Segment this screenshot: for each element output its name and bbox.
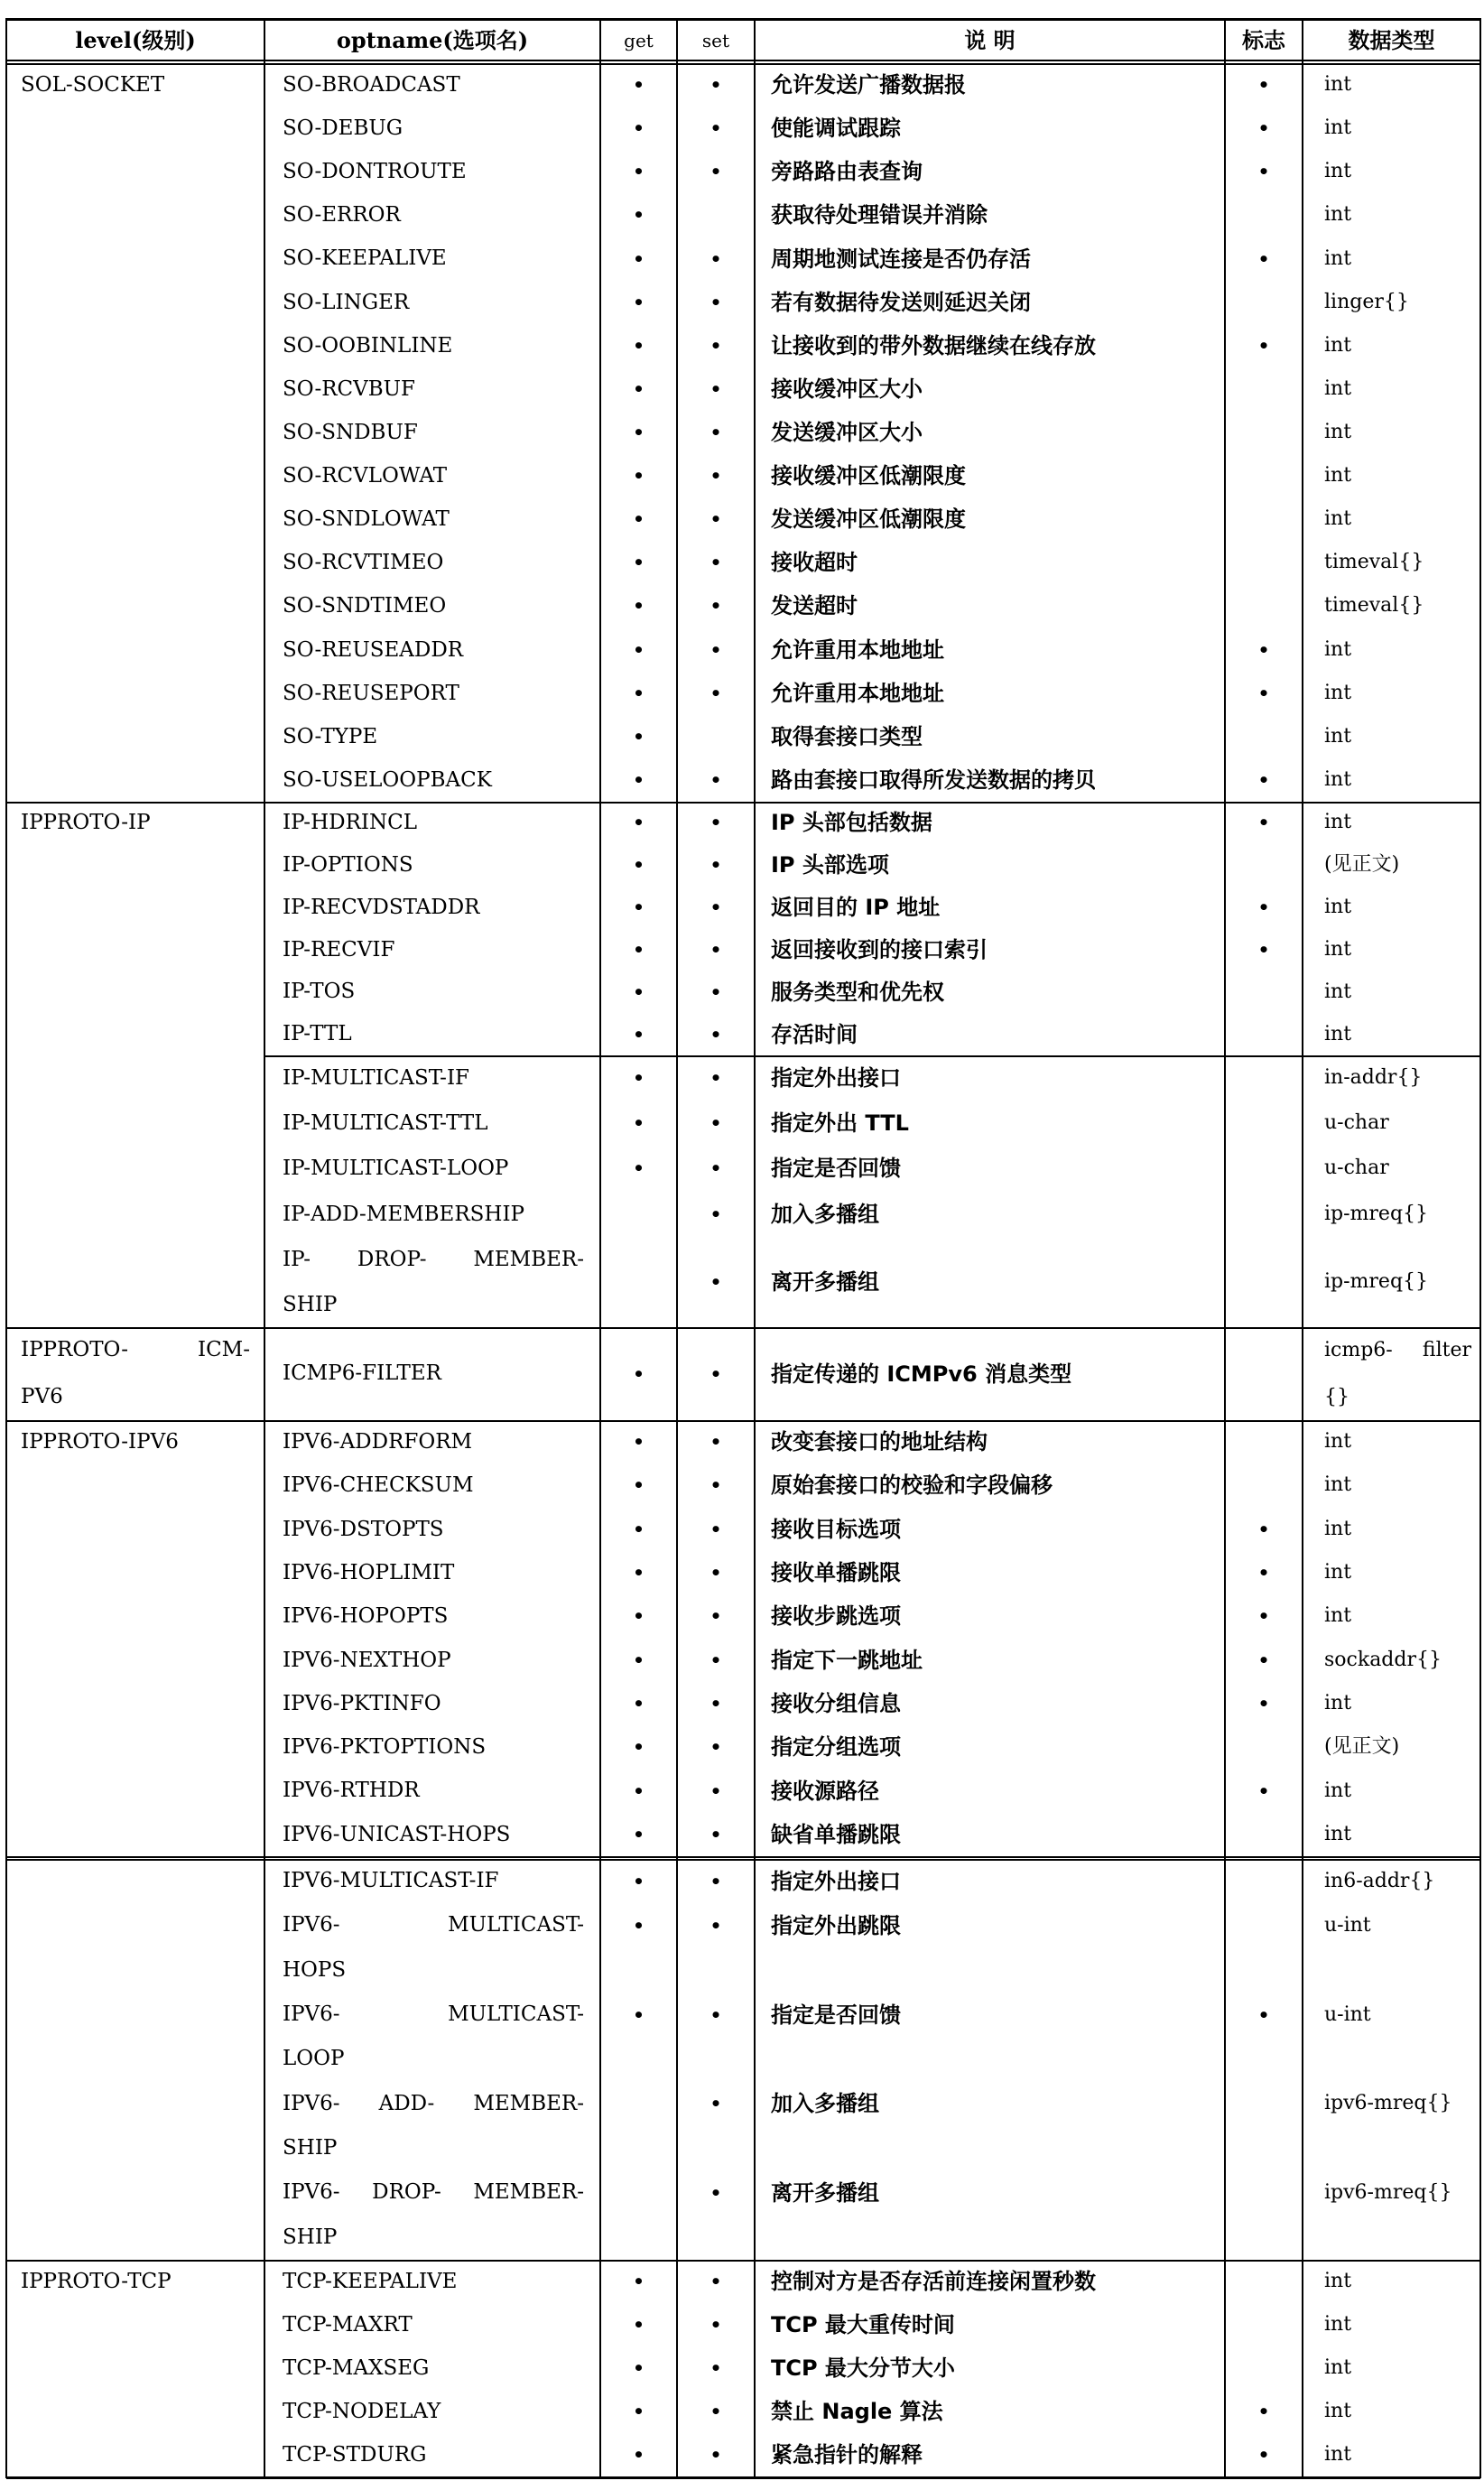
description-cell: 取得套接口类型 <box>771 723 923 749</box>
optname-cell: SO-KEEPALIVE <box>283 246 447 271</box>
optname-cell: TCP-MAXSEG <box>283 2356 430 2380</box>
set-bullet: • <box>710 465 722 488</box>
get-bullet: • <box>633 2314 645 2336</box>
datatype-cell: int <box>1324 1822 1352 1845</box>
set-bullet: • <box>710 1518 722 1540</box>
flag-bullet: • <box>1257 638 1270 661</box>
description-cell: 离开多播组 <box>771 1268 879 1295</box>
get-bullet: • <box>633 768 645 791</box>
level-label-line: IPPROTO- ICM- <box>21 1338 250 1361</box>
header-get: get <box>624 30 654 51</box>
optname-cell: IP-RECVIF <box>283 937 395 962</box>
optname-cell: SO-SNDTIMEO <box>283 594 447 618</box>
datatype-cell: int <box>1324 2356 1352 2379</box>
optname-cell: IPV6-DSTOPTS <box>283 1517 444 1541</box>
description-cell: 指定外出接口 <box>771 1065 901 1092</box>
set-bullet: • <box>710 2181 722 2204</box>
get-bullet: • <box>633 1692 645 1714</box>
level-label: IPPROTO-IPV6 <box>21 1430 179 1454</box>
description-cell: 接收源路径 <box>771 1778 879 1804</box>
datatype-cell: int <box>1324 724 1352 748</box>
header-level: level(级别) <box>75 27 196 53</box>
description-cell: 允许重用本地地址 <box>771 636 944 663</box>
header-description: 说 明 <box>964 27 1016 53</box>
description-cell: 紧急指针的解释 <box>771 2442 923 2467</box>
get-bullet: • <box>633 2271 645 2292</box>
get-bullet: • <box>633 334 645 357</box>
description-cell: IP 头部包括数据 <box>771 810 932 836</box>
description-cell: 让接收到的带外数据继续在线存放 <box>771 332 1096 358</box>
optname-cell: TCP-STDURG <box>283 2443 427 2467</box>
set-bullet: • <box>710 2401 722 2422</box>
set-bullet: • <box>710 854 722 877</box>
datatype-cell: int <box>1324 246 1352 270</box>
get-bullet: • <box>633 897 645 919</box>
optname-cell: IP-MULTICAST-LOOP <box>283 1157 509 1181</box>
set-bullet: • <box>710 812 722 834</box>
optname-line: IPV6- DROP- MEMBER- <box>283 2180 584 2205</box>
datatype-cell: int <box>1324 507 1352 531</box>
datatype-line: {} <box>1324 1385 1350 1408</box>
set-bullet: • <box>710 508 722 531</box>
optname-cell: SO-SNDBUF <box>283 420 418 444</box>
datatype-cell: int <box>1324 937 1352 961</box>
datatype-cell: int <box>1324 1604 1352 1628</box>
optname-line: IPV6- MULTICAST- <box>283 2002 584 2026</box>
optname-cell: ICMP6-FILTER <box>283 1361 442 1385</box>
set-bullet: • <box>710 1562 722 1584</box>
get-bullet: • <box>633 1914 645 1937</box>
datatype-cell <box>1303 1327 1480 1420</box>
optname-cell: SO-REUSEADDR <box>283 637 464 662</box>
optname-line: SHIP <box>283 2135 338 2160</box>
optname-cell: IPV6-HOPLIMIT <box>283 1560 455 1584</box>
set-bullet: • <box>710 247 722 270</box>
set-bullet: • <box>710 291 722 313</box>
get-bullet: • <box>633 725 645 748</box>
description-cell: 指定是否回馈 <box>771 2002 901 2028</box>
description-cell: 服务类型和优先权 <box>771 979 944 1005</box>
optname-line: IP- DROP- MEMBER- <box>283 1247 584 1271</box>
optname-cell: SO-RCVTIMEO <box>283 551 444 575</box>
flag-bullet: • <box>1257 1649 1270 1671</box>
optname-line: HOPS <box>283 1957 347 1982</box>
optname-cell: IP-TOS <box>283 980 356 1004</box>
datatype-cell: (见正文) <box>1324 1735 1400 1759</box>
get-bullet: • <box>633 2003 645 2026</box>
set-bullet: • <box>710 1823 722 1845</box>
description-cell: 返回接收到的接口索引 <box>771 936 988 962</box>
set-bullet: • <box>710 1203 722 1225</box>
get-bullet: • <box>633 1431 645 1454</box>
datatype-line: icmp6- filter <box>1324 1339 1471 1361</box>
datatype-cell: int <box>1324 2443 1352 2466</box>
set-bullet: • <box>710 1605 722 1628</box>
get-bullet: • <box>633 161 645 183</box>
get-bullet: • <box>633 1649 645 1671</box>
get-bullet: • <box>633 508 645 531</box>
optname-cell: IPV6-NEXTHOP <box>283 1648 451 1672</box>
optname-cell: IPV6-PKTINFO <box>283 1691 441 1715</box>
optname-cell: SO-RCVLOWAT <box>283 464 448 488</box>
optname-cell: SO-BROADCAST <box>283 73 460 97</box>
datatype-cell: int <box>1324 637 1352 661</box>
level-label: IPPROTO-IP <box>21 811 151 834</box>
flag-bullet: • <box>1257 2444 1270 2466</box>
get-bullet: • <box>633 1518 645 1540</box>
row-divider <box>6 1859 1480 1861</box>
description-cell: 接收步跳选项 <box>771 1603 901 1630</box>
get-bullet: • <box>633 980 645 1003</box>
description-cell: 接收缓冲区大小 <box>771 376 923 402</box>
optname-cell: IP-MULTICAST-IF <box>283 1066 469 1090</box>
optname-cell: IPV6-MULTICAST-IF <box>283 1869 499 1892</box>
optname-cell: SO-RCVBUF <box>283 376 415 401</box>
datatype-cell: int <box>1324 464 1352 488</box>
set-bullet: • <box>710 2314 722 2336</box>
datatype-cell: int <box>1324 1561 1352 1584</box>
get-bullet: • <box>633 1736 645 1759</box>
description-cell: 原始套接口的校验和字段偏移 <box>771 1473 1053 1499</box>
optname-line: IPV6- ADD- MEMBER- <box>283 2091 584 2115</box>
datatype-cell: int <box>1324 681 1352 704</box>
get-bullet: • <box>633 854 645 877</box>
datatype-cell: int <box>1324 73 1352 97</box>
set-bullet: • <box>710 1431 722 1454</box>
level-label-line: PV6 <box>21 1384 63 1408</box>
optname-line: LOOP <box>283 2047 345 2071</box>
datatype-cell: ip-mreq{} <box>1324 1269 1429 1293</box>
optname-cell: TCP-KEEPALIVE <box>283 2270 458 2293</box>
description-cell: 指定是否回馈 <box>771 1156 901 1182</box>
get-bullet: • <box>633 1779 645 1802</box>
datatype-cell: ip-mreq{} <box>1324 1202 1429 1225</box>
get-bullet: • <box>633 1562 645 1584</box>
datatype-cell: ipv6-mreq{} <box>1324 2180 1452 2204</box>
header-datatype: 数据类型 <box>1348 27 1435 53</box>
get-bullet: • <box>633 2357 645 2379</box>
get-bullet: • <box>633 812 645 834</box>
get-bullet: • <box>633 2401 645 2422</box>
header-optname: optname(选项名) <box>336 27 529 53</box>
optname-cell: IP-ADD-MEMBERSHIP <box>283 1202 525 1226</box>
get-bullet: • <box>633 638 645 661</box>
datatype-cell: int <box>1324 1779 1352 1802</box>
datatype-cell: sockaddr{} <box>1324 1648 1442 1671</box>
description-cell: 存活时间 <box>771 1021 858 1047</box>
optname-cell: SO-OOBINLINE <box>283 333 453 358</box>
optname-cell: IPV6-ADDRFORM <box>283 1430 473 1454</box>
flag-bullet: • <box>1257 812 1270 834</box>
datatype-cell: int <box>1324 203 1352 227</box>
set-bullet: • <box>710 1692 722 1714</box>
description-cell: 发送超时 <box>771 593 858 619</box>
optname-cell: TCP-NODELAY <box>283 2400 441 2423</box>
datatype-cell: (见正文) <box>1324 853 1400 877</box>
optname-cell: IPV6-PKTOPTIONS <box>283 1735 487 1760</box>
description-cell: 允许发送广播数据报 <box>771 72 966 98</box>
optname-cell: IP-OPTIONS <box>283 852 413 877</box>
header-set: set <box>701 30 730 51</box>
row-divider <box>6 2476 1480 2479</box>
column-divider <box>1224 18 1226 2478</box>
get-bullet: • <box>633 465 645 488</box>
description-cell: 周期地测试连接是否仍存活 <box>771 246 1031 272</box>
level-label: SOL-SOCKET <box>21 73 165 97</box>
flag-bullet: • <box>1257 682 1270 704</box>
optname-cell: SO-REUSEPORT <box>283 681 459 705</box>
flag-bullet: • <box>1257 74 1270 97</box>
datatype-cell: timeval{} <box>1324 594 1424 618</box>
set-bullet: • <box>710 1023 722 1045</box>
flag-bullet: • <box>1257 2003 1270 2026</box>
flag-bullet: • <box>1257 938 1270 961</box>
get-bullet: • <box>633 938 645 961</box>
description-cell: 加入多播组 <box>771 2091 879 2117</box>
level-label: IPPROTO-TCP <box>21 2270 172 2293</box>
datatype-cell: int <box>1324 980 1352 1003</box>
flag-bullet: • <box>1257 2401 1270 2422</box>
get-bullet: • <box>633 1870 645 1892</box>
set-bullet: • <box>710 552 722 574</box>
header-flag: 标志 <box>1242 27 1285 53</box>
optname-cell: SO-DEBUG <box>283 116 403 141</box>
description-cell: 发送缓冲区低潮限度 <box>771 506 966 533</box>
optname-cell: IP-HDRINCL <box>283 811 417 834</box>
datatype-cell: int <box>1324 1473 1352 1497</box>
flag-bullet: • <box>1257 1605 1270 1628</box>
get-bullet: • <box>633 291 645 313</box>
datatype-cell: int <box>1324 1022 1352 1045</box>
datatype-cell: int <box>1324 1691 1352 1714</box>
datatype-cell: int <box>1324 116 1352 140</box>
get-bullet: • <box>633 1474 645 1497</box>
description-cell: 旁路路由表查询 <box>771 159 923 185</box>
column-divider <box>599 18 601 2478</box>
set-bullet: • <box>710 1362 722 1385</box>
optname-cell: SO-LINGER <box>283 290 410 314</box>
datatype-cell: int <box>1324 160 1352 183</box>
level-cell <box>6 1327 264 1420</box>
optname-cell <box>264 2170 600 2260</box>
description-cell: 加入多播组 <box>771 1201 879 1227</box>
description-cell: TCP 最大分节大小 <box>771 2355 955 2381</box>
optname-cell: IP-RECVDSTADDR <box>283 895 480 919</box>
description-cell: 返回目的 IP 地址 <box>771 895 941 921</box>
datatype-cell: in6-addr{} <box>1324 1869 1435 1892</box>
set-bullet: • <box>710 1870 722 1892</box>
flag-bullet: • <box>1257 334 1270 357</box>
optname-cell: SO-USELOOPBACK <box>283 767 492 792</box>
datatype-cell: int <box>1324 2400 1352 2422</box>
datatype-cell: int <box>1324 896 1352 919</box>
description-cell: 指定外出 TTL <box>771 1110 909 1137</box>
set-bullet: • <box>710 980 722 1003</box>
datatype-cell: int <box>1324 1430 1352 1454</box>
description-cell: 接收超时 <box>771 550 858 576</box>
optname-cell: SO-SNDLOWAT <box>283 507 450 532</box>
column-divider <box>676 18 678 2478</box>
optname-cell <box>264 2082 600 2171</box>
flag-bullet: • <box>1257 1692 1270 1714</box>
flag-bullet: • <box>1257 247 1270 270</box>
get-bullet: • <box>633 552 645 574</box>
datatype-cell: int <box>1324 2270 1352 2292</box>
description-cell: 接收分组信息 <box>771 1690 901 1716</box>
set-bullet: • <box>710 334 722 357</box>
description-cell: 接收缓冲区低潮限度 <box>771 463 966 489</box>
description-cell: 禁止 Nagle 算法 <box>771 2399 943 2424</box>
flag-bullet: • <box>1257 117 1270 140</box>
flag-bullet: • <box>1257 161 1270 183</box>
optname-cell <box>264 1993 600 2082</box>
optname-cell <box>264 1237 600 1327</box>
datatype-cell: u-char <box>1324 1111 1389 1135</box>
description-cell: 指定下一跳地址 <box>771 1647 923 1673</box>
description-cell: 获取待处理错误并消除 <box>771 202 988 228</box>
datatype-cell: int <box>1324 333 1352 357</box>
datatype-cell: timeval{} <box>1324 551 1424 574</box>
optname-cell: SO-TYPE <box>283 724 378 748</box>
get-bullet: • <box>633 421 645 443</box>
description-cell: 缺省单播跳限 <box>771 1821 901 1847</box>
datatype-cell: ipv6-mreq{} <box>1324 2092 1452 2115</box>
description-cell: IP 头部选项 <box>771 852 889 878</box>
description-cell: 改变套接口的地址结构 <box>771 1429 988 1455</box>
set-bullet: • <box>710 638 722 661</box>
description-cell: 接收单播跳限 <box>771 1560 901 1586</box>
set-bullet: • <box>710 161 722 183</box>
datatype-cell: in-addr{} <box>1324 1066 1423 1090</box>
get-bullet: • <box>633 377 645 400</box>
set-bullet: • <box>710 682 722 704</box>
datatype-cell: u-int <box>1324 2002 1371 2026</box>
get-bullet: • <box>633 1605 645 1628</box>
set-bullet: • <box>710 1112 722 1135</box>
optname-cell <box>264 1903 600 1993</box>
optname-cell: IPV6-HOPOPTS <box>283 1604 449 1629</box>
optname-cell: SO-ERROR <box>283 203 401 228</box>
flag-bullet: • <box>1257 897 1270 919</box>
datatype-cell: u-char <box>1324 1157 1389 1180</box>
set-bullet: • <box>710 74 722 97</box>
set-bullet: • <box>710 2003 722 2026</box>
row-divider <box>6 1856 1480 1858</box>
optname-cell: IP-TTL <box>283 1022 352 1046</box>
datatype-cell: int <box>1324 1517 1352 1540</box>
column-divider <box>754 18 756 2478</box>
set-bullet: • <box>710 377 722 400</box>
column-divider <box>264 18 265 2478</box>
datatype-cell: u-int <box>1324 1913 1371 1937</box>
get-bullet: • <box>633 74 645 97</box>
datatype-cell: int <box>1324 767 1352 791</box>
description-cell: 指定分组选项 <box>771 1734 901 1761</box>
set-bullet: • <box>710 421 722 443</box>
description-cell: 指定传递的 ICMPv6 消息类型 <box>771 1361 1072 1387</box>
row-divider <box>264 1055 1480 1057</box>
datatype-cell: int <box>1324 376 1352 400</box>
description-cell: 控制对方是否存活前连接闲置秒数 <box>771 2269 1096 2294</box>
datatype-cell: int <box>1324 2313 1352 2336</box>
description-cell: 接收目标选项 <box>771 1516 901 1542</box>
set-bullet: • <box>710 1157 722 1180</box>
optname-cell: IPV6-CHECKSUM <box>283 1473 474 1498</box>
optname-line: SHIP <box>283 1292 338 1316</box>
get-bullet: • <box>633 2444 645 2466</box>
datatype-cell: int <box>1324 811 1352 834</box>
row-divider <box>6 60 1480 61</box>
set-bullet: • <box>710 2444 722 2466</box>
set-bullet: • <box>710 938 722 961</box>
get-bullet: • <box>633 1157 645 1180</box>
set-bullet: • <box>710 1067 722 1090</box>
set-bullet: • <box>710 1649 722 1671</box>
flag-bullet: • <box>1257 1518 1270 1540</box>
optname-line: SHIP <box>283 2225 338 2249</box>
get-bullet: • <box>633 1823 645 1845</box>
set-bullet: • <box>710 1736 722 1759</box>
set-bullet: • <box>710 2357 722 2379</box>
optname-cell: SO-DONTROUTE <box>283 160 467 184</box>
description-cell: TCP 最大重传时间 <box>771 2312 955 2337</box>
flag-bullet: • <box>1257 1562 1270 1584</box>
set-bullet: • <box>710 117 722 140</box>
description-cell: 使能调试跟踪 <box>771 116 901 142</box>
set-bullet: • <box>710 2093 722 2115</box>
description-cell: 允许重用本地地址 <box>771 680 944 706</box>
set-bullet: • <box>710 2271 722 2292</box>
set-bullet: • <box>710 595 722 618</box>
datatype-cell: int <box>1324 420 1352 443</box>
row-divider <box>6 18 1480 21</box>
column-divider <box>1479 18 1481 2478</box>
set-bullet: • <box>710 1270 722 1293</box>
set-bullet: • <box>710 1779 722 1802</box>
column-divider <box>5 18 7 2478</box>
get-bullet: • <box>633 1067 645 1090</box>
description-cell: 离开多播组 <box>771 2179 879 2206</box>
get-bullet: • <box>633 1362 645 1385</box>
get-bullet: • <box>633 595 645 618</box>
description-cell: 若有数据待发送则延迟关闭 <box>771 289 1031 315</box>
get-bullet: • <box>633 1112 645 1135</box>
optname-line: IPV6- MULTICAST- <box>283 1913 584 1937</box>
flag-bullet: • <box>1257 768 1270 791</box>
get-bullet: • <box>633 204 645 227</box>
optname-cell: IPV6-UNICAST-HOPS <box>283 1822 511 1846</box>
flag-bullet: • <box>1257 1779 1270 1802</box>
get-bullet: • <box>633 117 645 140</box>
set-bullet: • <box>710 897 722 919</box>
get-bullet: • <box>633 1023 645 1045</box>
get-bullet: • <box>633 247 645 270</box>
column-divider <box>1302 18 1303 2478</box>
description-cell: 路由套接口取得所发送数据的拷贝 <box>771 767 1096 793</box>
set-bullet: • <box>710 1914 722 1937</box>
description-cell: 指定外出接口 <box>771 1868 901 1894</box>
description-cell: 指定外出跳限 <box>771 1912 901 1938</box>
get-bullet: • <box>633 682 645 704</box>
datatype-cell: linger{} <box>1324 290 1409 313</box>
optname-cell: IPV6-RTHDR <box>283 1779 420 1803</box>
optname-cell: TCP-MAXRT <box>283 2313 413 2337</box>
description-cell: 发送缓冲区大小 <box>771 419 923 445</box>
set-bullet: • <box>710 1474 722 1497</box>
optname-cell: IP-MULTICAST-TTL <box>283 1111 488 1136</box>
set-bullet: • <box>710 768 722 791</box>
